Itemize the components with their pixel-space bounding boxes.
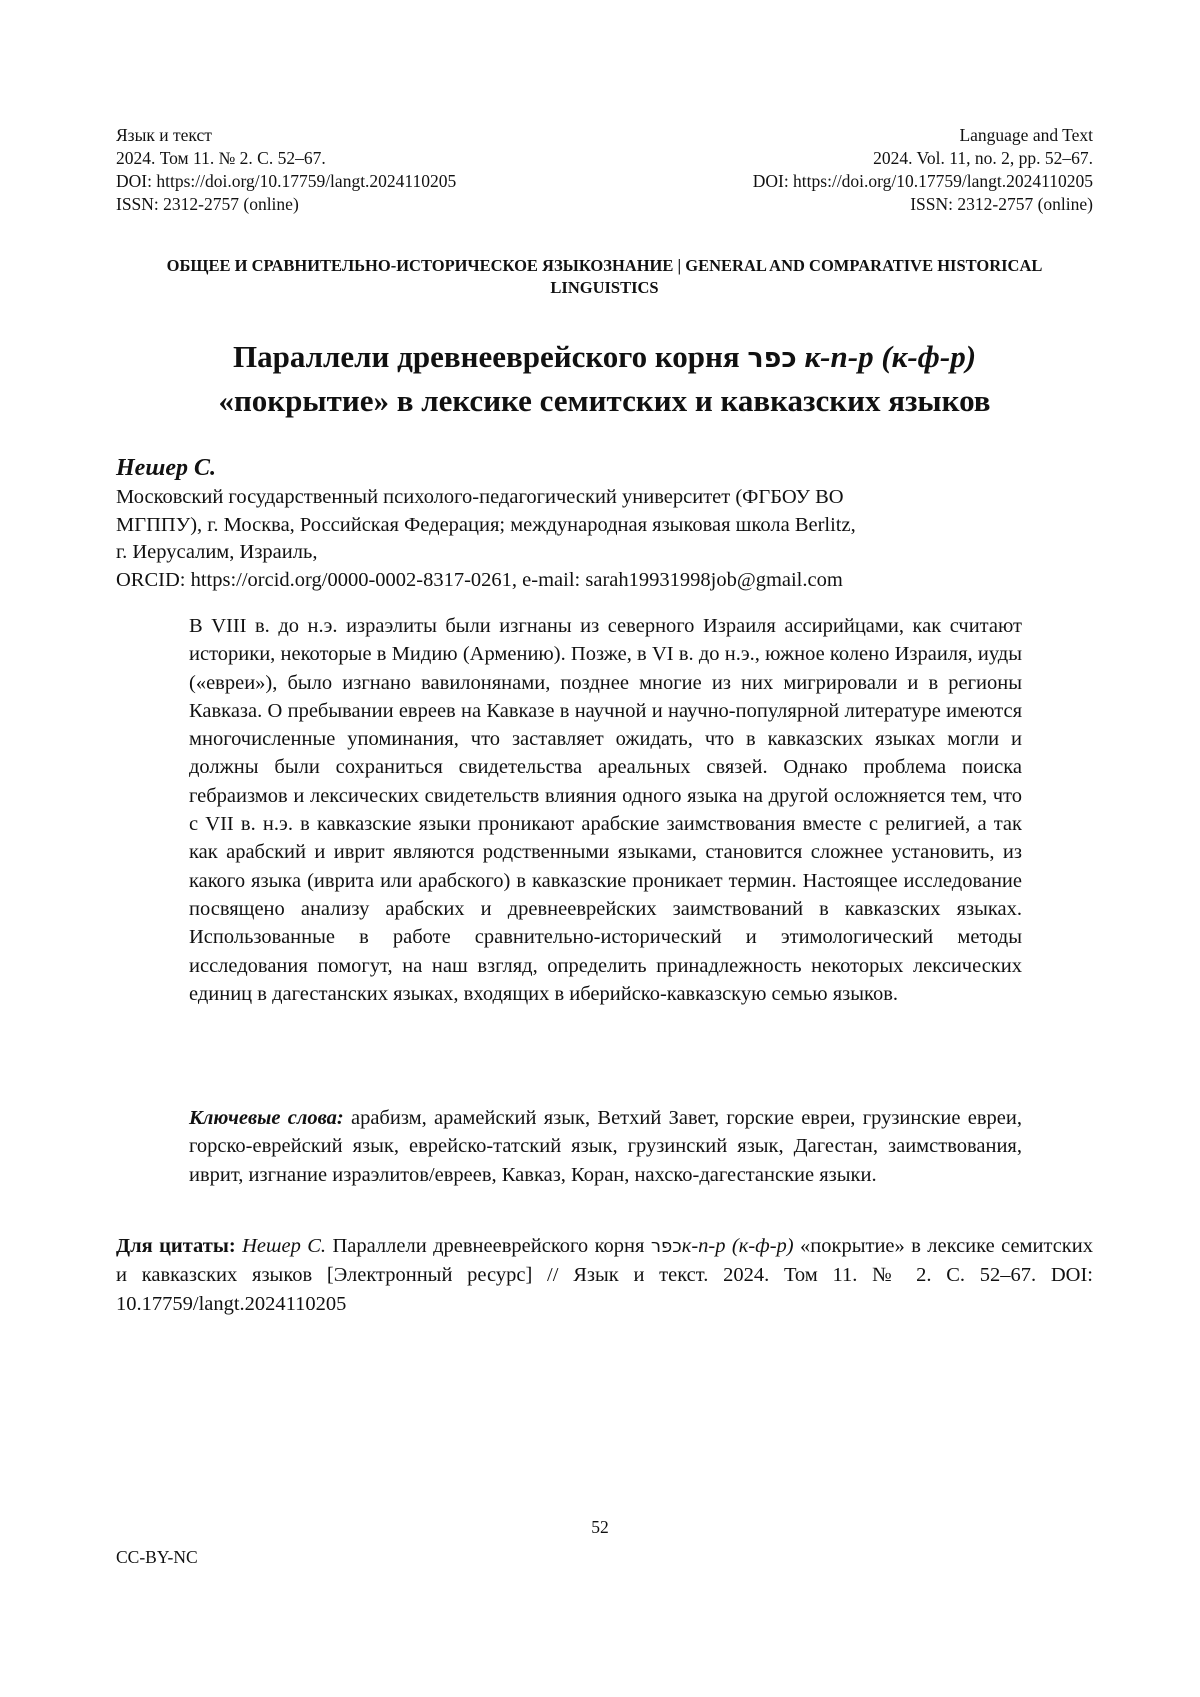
article-title <box>116 336 1093 422</box>
author-affiliation <box>116 484 1106 594</box>
citation-text: Параллели древнееврейского корня <box>326 1235 651 1257</box>
title-root-transliteration: к-п-р (к-ф-р) <box>796 339 977 374</box>
page-number: 52 <box>591 1517 609 1537</box>
citation-hebrew-root: כפר <box>650 1236 682 1257</box>
abstract: В VIII в. до н.э. израэлиты были изгнаны из северного Израиля ассирийцами, как считают историки, некоторые в Мидию (Армению). Позже, в VI в. до н.э., южное колено Израиля, иуды («евреи»), было изгнано вавилонянами, позднее многие из них мигрировали и в регионы Кавказа. О пребывании евреев на Кавказе в научной и научно-популярной литературе имеются многочисленные упоминания, что заставляет ожидать, что в кавказских языках могли и должны были сохраниться свидетельства ареальных связей. Однако проблема поиска гебраизмов и лексических свидетельств влияния одного языка на другой осложняется тем, что с VII в. н.э. в кавказские языки проникают арабские заимствования вместе с религией, а так как арабский и иврит являются родственными языками, становится сложнее установить, из какого языка (иврита или арабского) в кавказские проникает термин. Настоящее исследование посвящено анализу арабских и древнееврейских заимствований в кавказских языках. Использованные в работе сравнительно-исторический и этимологический методы исследования помогут, на наш взгляд, определить принадлежность некоторых лексических единиц в дагестанских языках, входящих в иберийско-кавказскую семью языков. <box>189 615 1022 1005</box>
header-right-english <box>573 124 1093 216</box>
citation-text-rest: «покрытие» в лексике семитских и кавказских языков [Электронный ресурс] // Язык и текст. 2024. Том 11. № 2. С. 52–67. DOI: 10.17759/langt.2024110205 <box>116 1235 1093 1315</box>
citation-author: Нешер С. <box>235 1235 327 1257</box>
section-heading: ОБЩЕЕ И СРАВНИТЕЛЬНО-ИСТОРИЧЕСКОЕ ЯЗЫКОЗНАНИЕ | GENERAL AND COMPARATIVE HISTORICAL LINGUISTICS <box>166 256 1043 297</box>
doi-ru: DOI: https://doi.org/10.17759/langt.2024110205 <box>116 171 457 191</box>
keywords-text: арабизм, арамейский язык, Ветхий Завет, горские евреи, грузинские евреи, горско-еврейский язык, еврейско-татский язык, грузинский язык, Дагестан, заимствования, иврит, изгнание израэлитов/евреев, Кавказ, Коран, нахско-дагестанские языки. <box>189 1107 1022 1186</box>
issue-info-ru: 2024. Том 11. № 2. С. 52–67. <box>116 148 326 168</box>
citation <box>116 1232 1093 1318</box>
title-line-2: «покрытие» в лексике семитских и кавказских языков <box>218 383 991 418</box>
header-left-russian <box>116 124 636 216</box>
journal-name-en: Language and Text <box>959 125 1093 145</box>
citation-label: Для цитаты: <box>116 1235 236 1257</box>
title-hebrew-root: כפר <box>747 343 797 374</box>
author-name: Нешер С. <box>116 455 216 481</box>
keywords <box>189 1104 1022 1189</box>
title-text: Параллели древнееврейского корня <box>232 339 748 374</box>
issue-info-en: 2024. Vol. 11, no. 2, pp. 52–67. <box>873 148 1093 168</box>
affiliation-line: МГППУ), г. Москва, Российская Федерация; международная языковая школа Berlitz, <box>116 513 856 536</box>
journal-name-ru: Язык и текст <box>116 125 212 145</box>
keywords-label: Ключевые слова: <box>189 1107 344 1129</box>
issn-ru: ISSN: 2312-2757 (online) <box>116 194 299 214</box>
citation-root: к-п-р (к-ф-р) <box>681 1235 794 1257</box>
orcid-email-line: ORCID: https://orcid.org/0000-0002-8317-0261, e-mail: sarah19931998job@gmail.com <box>116 568 843 591</box>
license-label: CC-BY-NC <box>116 1547 198 1567</box>
doi-en: DOI: https://doi.org/10.17759/langt.2024110205 <box>752 171 1093 191</box>
affiliation-line: г. Иерусалим, Израиль, <box>116 541 318 563</box>
issn-en: ISSN: 2312-2757 (online) <box>910 194 1093 214</box>
affiliation-line: Московский государственный психолого-педагогический университет (ФГБОУ ВО <box>116 486 844 508</box>
